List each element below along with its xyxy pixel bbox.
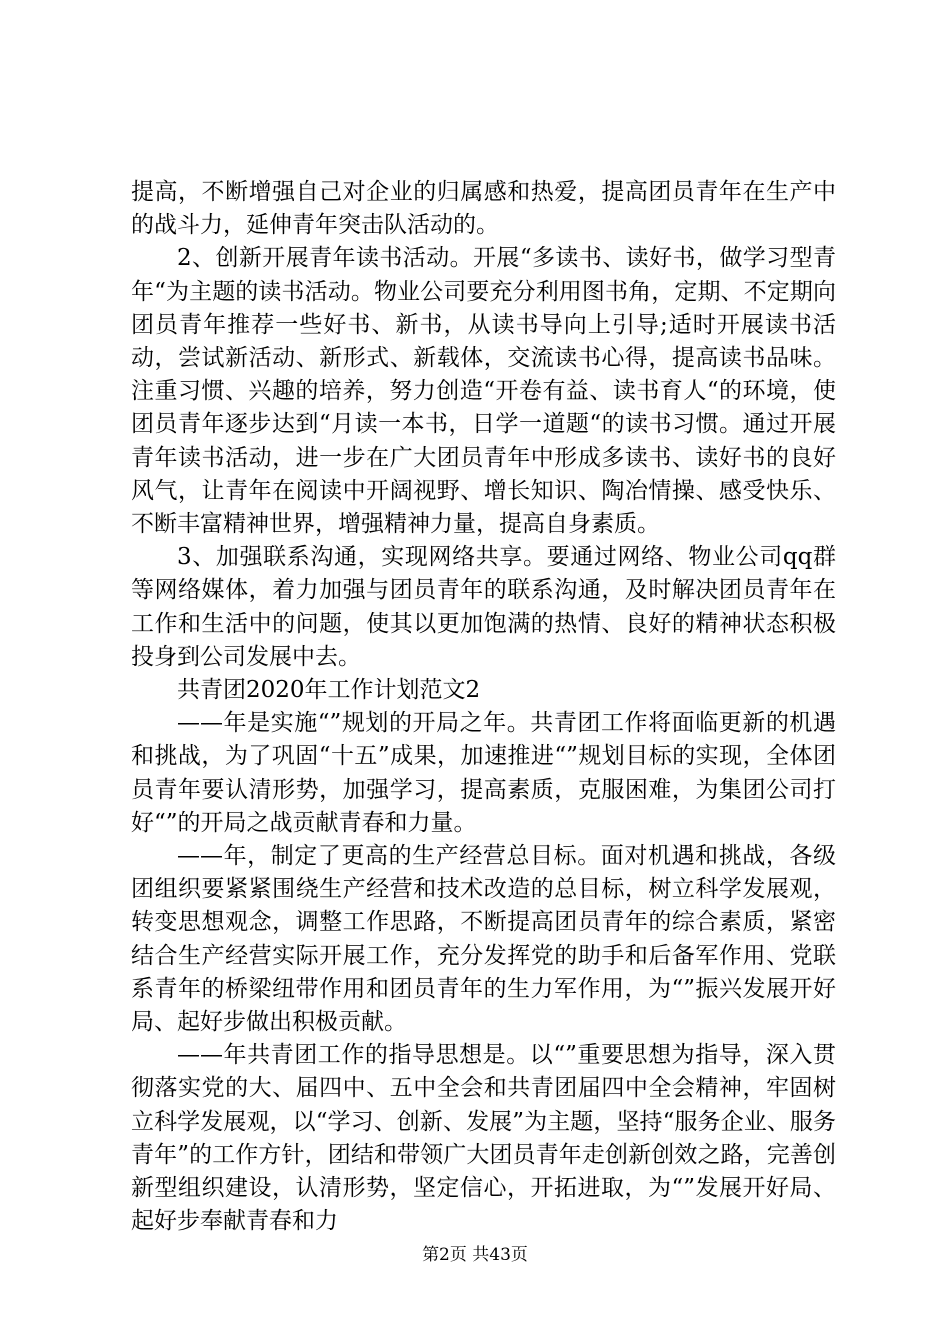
paragraph-production-goals: ——年，制定了更高的生产经营总目标。面对机遇和挑战，各级团组织要紧紧围绕生产经营和技术改造的总目标，树立科学发展观，转变思想观念，调整工作思路，不断提高团员青年的综合素质，紧密结合生产经营实际开展工作，充分发挥党的助手和后备军作用、党联系青年的桥梁纽带作用和团员青年的生力军作用，为“”振兴发展开好局、起好步做出积极贡献。 [131,843,836,1036]
paragraph-continuation: 提高，不断增强自己对企业的归属感和热爱，提高团员青年在生产中的战斗力，延伸青年突击队活动的。 [131,179,836,239]
paragraph-reading-activity: 2、创新开展青年读书活动。开展“多读书、读好书，做学习型青年“为主题的读书活动。物业公司要充分利用图书角，定期、不定期向团员青年推荐一些好书、新书，从读书导向上引导;适时开展读书活动，尝试新活动、新形式、新载体，交流读书心得，提高读书品味。注重习惯、兴趣的培养，努力创造“开卷有益、读书育人“的环境，使团员青年逐步达到“月读一本书，日学一道题“的读书习惯。通过开展青年读书活动，进一步在广大团员青年中形成多读书、读好书的良好风气，让青年在阅读中开阔视野、增长知识、陶冶情操、感受快乐、不断丰富精神世界，增强精神力量，提高自身素质。 [131,245,836,538]
paragraph-network-sharing: 3、加强联系沟通，实现网络共享。要通过网络、物业公司qq群等网络媒体，着力加强与团员青年的联系沟通，及时解决团员青年在工作和生活中的问题，使其以更加饱满的热情、良好的精神状态积极投身到公司发展中去。 [131,544,836,670]
document-body [131,176,836,1239]
section-heading: 共青团2020年工作计划范文2 [177,677,481,704]
paragraph-guiding-thought: ——年共青团工作的指导思想是。以“”重要思想为指导，深入贯彻落实党的大、届四中、五中全会和共青团届四中全会精神，牢固树立科学发展观，以“学习、创新、发展”为主题，坚持“服务企业、服务青年”的工作方针，团结和带领广大团员青年走创新创效之路，完善创新型组织建设，认清形势，坚定信心，开拓进取，为“”发展开好局、起好步奉献青春和力 [131,1042,836,1235]
paragraph-opening-year: ——年是实施“”规划的开局之年。共青团工作将面临更新的机遇和挑战，为了巩固“十五”成果，加速推进“”规划目标的实现，全体团员青年要认清形势，加强学习，提高素质，克服困难，为集团公司打好“”的开局之战贡献青春和力量。 [131,710,836,836]
page-number: 第2页 共43页 [422,1245,528,1265]
page-footer [0,1245,950,1265]
